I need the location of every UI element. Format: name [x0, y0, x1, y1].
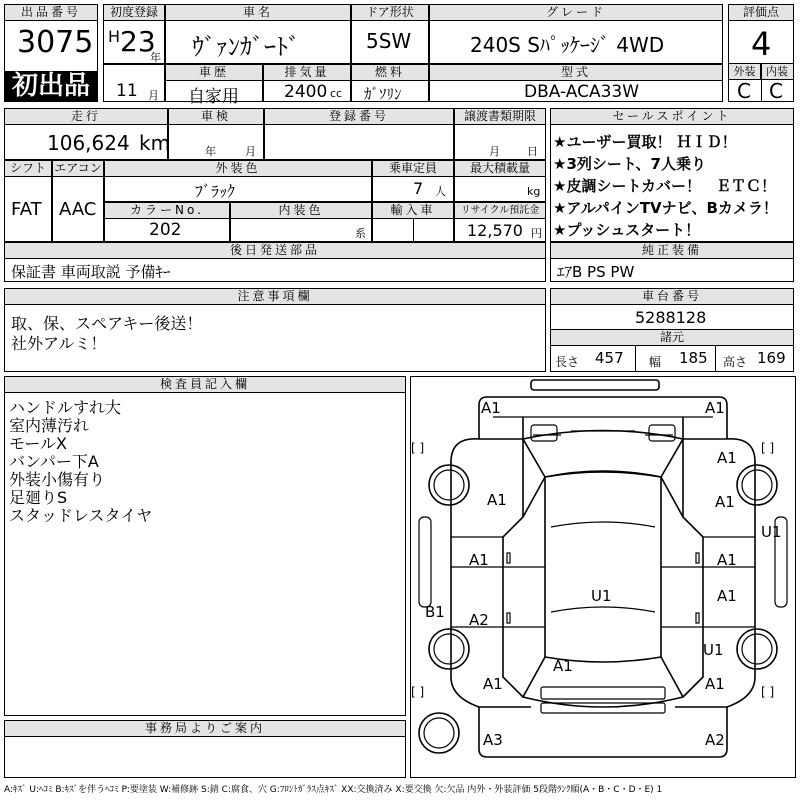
grade-box — [429, 4, 723, 64]
length: 457 — [595, 349, 624, 367]
grade: 240S Sﾊﾟｯｹｰｼﾞ 4WD — [470, 33, 665, 57]
mileage-box — [4, 108, 171, 160]
sales-points-box — [550, 108, 794, 242]
inspection-year-unit: 年 — [205, 145, 216, 158]
damage-code: A1 — [717, 449, 737, 467]
damage-code: A1 — [715, 493, 735, 511]
load-unit: kg — [527, 185, 541, 198]
interior-label: 内装 — [761, 64, 793, 80]
reg-year-unit: 年 — [150, 51, 161, 64]
notes-label: 注意事項欄 — [5, 289, 545, 305]
load-box — [454, 160, 546, 202]
ac-label: エアコン — [54, 161, 102, 175]
equipment: ｴｱB PS PW — [557, 263, 635, 281]
mileage: 106,624 — [47, 131, 130, 155]
legend: A:ｷｽﾞ U:ﾍｺﾐ B:ｷｽﾞを伴うﾍｺﾐ P:要塗装 W:補修跡 S:錆 C:腐食、穴 G:ﾌﾛﾝﾄｶﾞﾗｽ点ｷｽﾞ XX:交換済み X:要交換 欠:欠品 内外・外装評価 5段階ﾗﾝｸ順(A・B・C・D・E) 1 — [4, 785, 663, 795]
car-name-label: 車名 — [166, 5, 350, 21]
displacement: 2400 — [284, 82, 328, 102]
inspector-line: バンパー下A — [9, 452, 99, 471]
reg-number-box — [264, 108, 454, 160]
equipment-label: 純正装備 — [551, 243, 793, 259]
lot-box — [4, 4, 98, 102]
chassis-box — [550, 288, 794, 372]
ext-color-label: 外装色 — [105, 161, 371, 177]
mirror-bracket: [ ] — [761, 685, 775, 699]
sales-point: ★アルパインTVナビ、Bカメラ！ — [553, 199, 778, 217]
fuel: ｶﾞｿﾘﾝ — [364, 85, 402, 103]
fuel-label: 燃料 — [352, 65, 428, 81]
inspector-line: 外装小傷有り — [9, 470, 106, 489]
capacity: 7 — [413, 179, 424, 198]
mileage-label: 走行 — [5, 109, 167, 125]
damage-code: A1 — [705, 675, 725, 693]
model-label: 型式 — [430, 65, 722, 81]
shift-box — [4, 160, 52, 242]
ext-color: ﾌﾞﾗｯｸ — [195, 182, 236, 201]
equipment-box — [550, 242, 794, 282]
interior-grade: C — [769, 79, 783, 103]
shift: FAT — [11, 199, 42, 220]
later-parts-label: 後日発送部品 — [5, 243, 545, 259]
score: 4 — [751, 25, 772, 63]
office-box — [4, 720, 406, 778]
width: 185 — [679, 349, 708, 367]
damage-code: A1 — [487, 491, 507, 509]
reg-month-unit: 月 — [148, 89, 159, 102]
score-box — [728, 4, 794, 102]
damage-code: A1 — [469, 551, 489, 569]
import-label: 輸入車 — [373, 203, 453, 219]
first-reg-box — [103, 4, 165, 64]
door-label: ドア形状 — [352, 5, 428, 21]
reg-month: 11 — [116, 81, 138, 101]
displacement-box — [263, 64, 351, 102]
damage-code: A1 — [705, 399, 725, 417]
recycle-box — [454, 202, 546, 242]
history-label: 車歴 — [166, 65, 262, 81]
recycle-label: リサイクル預託金 — [455, 203, 545, 219]
sales-points-label: セールスポイント — [551, 109, 793, 125]
ac: AAC — [59, 199, 97, 220]
history-box — [165, 64, 263, 107]
car-outline — [411, 377, 795, 777]
first-listing-badge: 初出品 — [5, 71, 97, 101]
color-no-box — [104, 202, 230, 242]
car-name: ｳﾞｧﾝｶﾞｰﾄﾞ — [192, 33, 300, 61]
ext-color-box — [104, 160, 372, 202]
length-label: 長さ — [555, 355, 580, 369]
height: 169 — [757, 349, 786, 367]
model-box — [429, 64, 723, 102]
transfer-label: 譲渡書類期限 — [455, 109, 545, 125]
transfer-month-unit: 月 — [489, 145, 500, 158]
grade-label: グレード — [430, 5, 722, 21]
door-type: 5SW — [366, 29, 412, 53]
dims-label: 諸元 — [551, 329, 793, 346]
lot-number: 3075 — [17, 25, 94, 60]
first-reg-label: 初度登録 — [104, 5, 164, 21]
width-label: 幅 — [649, 355, 662, 369]
chassis-label: 車台番号 — [551, 289, 793, 305]
mirror-bracket: [ ] — [761, 441, 775, 455]
damage-code: U1 — [591, 587, 612, 605]
height-label: 高さ — [723, 355, 748, 369]
era: H — [108, 27, 121, 46]
car-diagram — [410, 376, 796, 778]
damage-code: A1 — [717, 551, 737, 569]
inspection-month-unit: 月 — [245, 145, 256, 158]
exterior-grade: C — [737, 79, 751, 103]
int-color-box — [230, 202, 372, 242]
damage-code: A1 — [553, 657, 573, 675]
color-no: 202 — [149, 220, 182, 240]
damage-code: A1 — [483, 675, 503, 693]
inspection-box — [168, 108, 264, 160]
exterior-label: 外装 — [729, 64, 761, 80]
fuel-box — [351, 64, 429, 102]
chassis-number: 5288128 — [635, 308, 707, 327]
inspector-line: モールX — [9, 434, 68, 453]
damage-code: U1 — [703, 641, 724, 659]
transfer-box — [454, 108, 546, 160]
int-color-unit: 系 — [355, 227, 366, 240]
month-box — [103, 64, 165, 102]
capacity-label: 乗車定員 — [373, 161, 453, 177]
model: DBA-ACA33W — [524, 82, 640, 102]
inspector-line: ハンドルすれ大 — [9, 398, 122, 417]
capacity-unit: 人 — [435, 185, 446, 198]
sales-point: ★皮調シートカバー！ ＥＴＣ！ — [553, 177, 776, 195]
sales-point: ★プッシュスタート！ — [553, 221, 701, 239]
office-label: 事務局よりご案内 — [5, 721, 405, 737]
shift-label: シフト — [5, 161, 51, 177]
capacity-box — [372, 160, 454, 202]
score-label: 評価点 — [729, 5, 793, 21]
sales-point: ★ユーザー買取！ ＨＩＤ！ — [553, 133, 737, 151]
inspection-label: 車検 — [169, 109, 263, 125]
sales-point: ★3列シート、7人乗り — [553, 155, 706, 173]
import-box — [372, 202, 454, 242]
note-line: 取、保、スペアキー後送！ — [11, 314, 203, 333]
inspector-line: 足廻りS — [9, 488, 68, 507]
later-parts: 保証書 車両取説 予備ｷｰ — [11, 263, 171, 281]
inspector-box — [4, 376, 406, 716]
damage-code: A2 — [705, 731, 725, 749]
reg-year: 23 — [120, 25, 156, 58]
transfer-day-unit: 日 — [527, 145, 538, 158]
ac-box — [52, 160, 104, 242]
notes-box — [4, 288, 546, 372]
note-line: 社外アルミ！ — [11, 334, 107, 353]
damage-code: A1 — [481, 399, 501, 417]
lot-label: 出品番号 — [5, 5, 97, 21]
load-label: 最大積載量 — [455, 161, 545, 177]
inspector-line: スタッドレスタイヤ — [9, 506, 153, 525]
damage-code: B1 — [425, 603, 445, 621]
int-color-label: 内装色 — [231, 203, 371, 219]
history: 自家用 — [188, 87, 239, 107]
inspector-line: 室内薄汚れ — [9, 416, 90, 435]
later-parts-box — [4, 242, 546, 282]
recycle: 12,570 — [467, 221, 523, 240]
door-box — [351, 4, 429, 64]
damage-code: A3 — [483, 731, 503, 749]
mileage-unit: km — [139, 131, 171, 155]
displacement-label: 排気量 — [264, 65, 350, 81]
recycle-unit: 円 — [531, 227, 542, 240]
damage-code: A1 — [717, 587, 737, 605]
reg-number-label: 登録番号 — [265, 109, 453, 125]
inspector-label: 検査員記入欄 — [5, 377, 405, 393]
mirror-bracket: [ ] — [411, 685, 425, 699]
displacement-unit: cc — [330, 87, 343, 100]
color-no-label: カラーNo. — [105, 203, 229, 219]
car-name-box — [165, 4, 351, 64]
mirror-bracket: [ ] — [411, 441, 425, 455]
damage-code: A2 — [469, 611, 489, 629]
damage-code: U1 — [761, 523, 782, 541]
